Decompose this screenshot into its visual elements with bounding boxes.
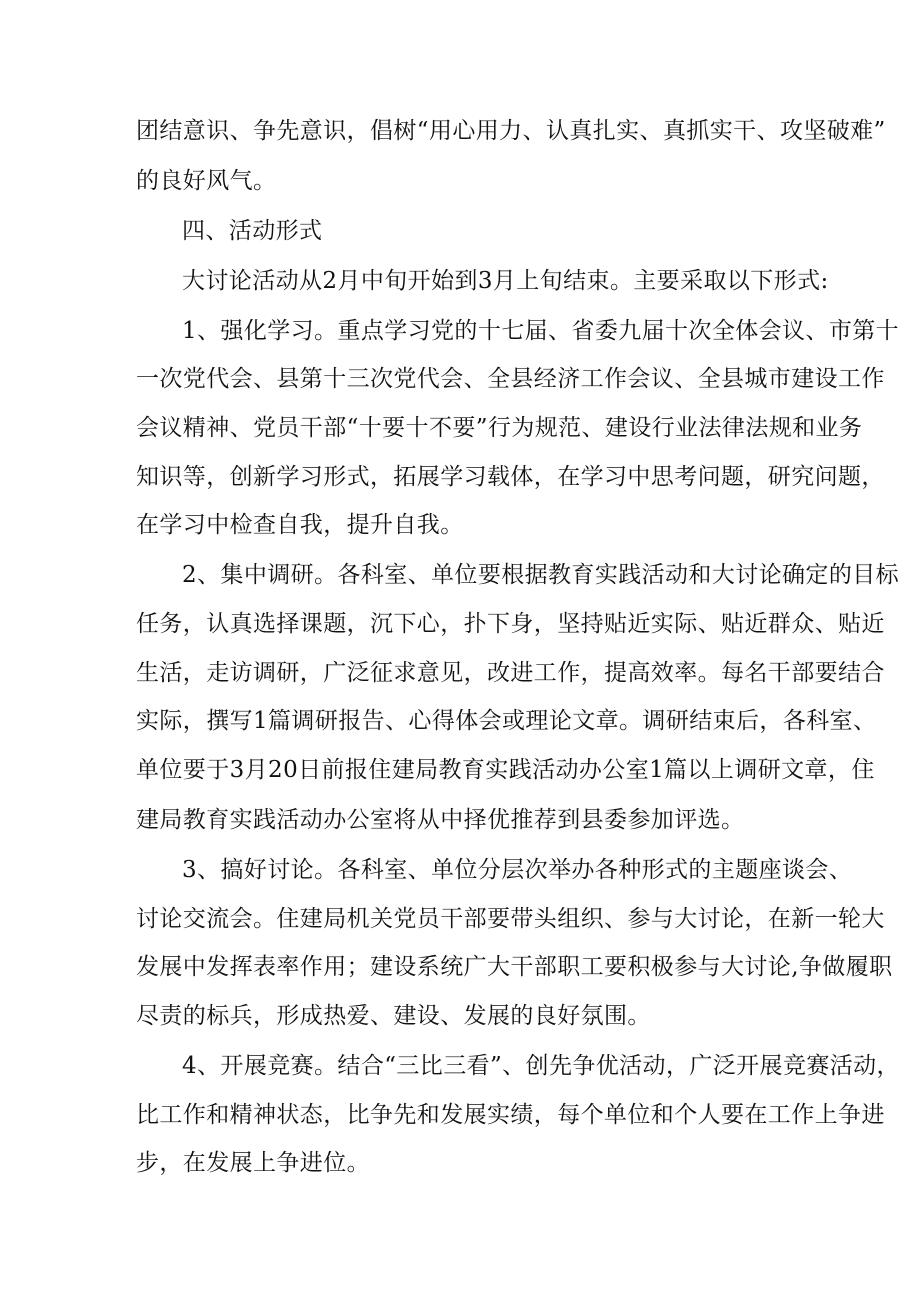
text-line: 建局教育实践活动办公室将从中择优推荐到县委参加评选。 [136,807,745,833]
text-line: 讨论交流会。住建局机关党员干部要带头组织、参与大讨论，在新一轮大 [136,906,885,932]
text-line: 大讨论活动从2月中旬开始到3月上旬结束。主要采取以下形式: [182,268,829,294]
text-line: 比工作和精神状态，比争先和发展实绩，每个单位和个人要在工作上争进 [136,1102,885,1128]
paragraph-start: 3、搞好讨论。各科室、单位分层次举办各种形式的主题座谈会、 [182,857,853,883]
text-line: 发展中发挥表率作用；建设系统广大干部职工要积极参与大讨论,争做履职 [136,954,893,980]
text-line: 步，在发展上争进位。 [136,1150,370,1176]
text-line: 的良好风气。 [136,168,277,194]
paragraph-start: 4、开展竞赛。结合“三比三看”、创先争优活动，广泛开展竞赛活动， [182,1053,900,1079]
text-line: 团结意识、争先意识，倡树“用心用力、认真扎实、真抓实干、攻坚破难” [136,118,886,144]
text-line: 在学习中检查自我，提升自我。 [136,512,464,538]
text-line: 一次党代会、县第十三次党代会、全县经济工作会议、全县城市建设工作 [136,366,885,392]
text-line: 会议精神、党员干部“十要十不要”行为规范、建设行业法律法规和业务 [136,415,863,441]
text-line: 生活，走访调研，广泛征求意见，改进工作，提高效率。每名干部要结合 [136,660,885,686]
text-line: 单位要于3月20日前报住建局教育实践活动办公室1篇以上调研文章，住 [136,757,875,783]
paragraph-start: 1、强化学习。重点学习党的十七届、省委九届十次全体会议、市第十 [182,318,900,344]
text-line: 任务，认真选择课题，沉下心，扑下身，坚持贴近实际、贴近群众、贴近 [136,611,885,637]
text-line: 知识等，创新学习形式，拓展学习载体，在学习中思考问题，研究问题， [136,464,885,490]
text-line: 尽责的标兵，形成热爱、建设、发展的良好氛围。 [136,1003,651,1029]
paragraph-start: 2、集中调研。各科室、单位要根据教育实践活动和大讨论确定的目标 [182,562,900,588]
text-line: 实际，撰写1篇调研报告、心得体会或理论文章。调研结束后，各科室、 [136,708,877,734]
section-heading: 四、活动形式 [182,218,323,244]
